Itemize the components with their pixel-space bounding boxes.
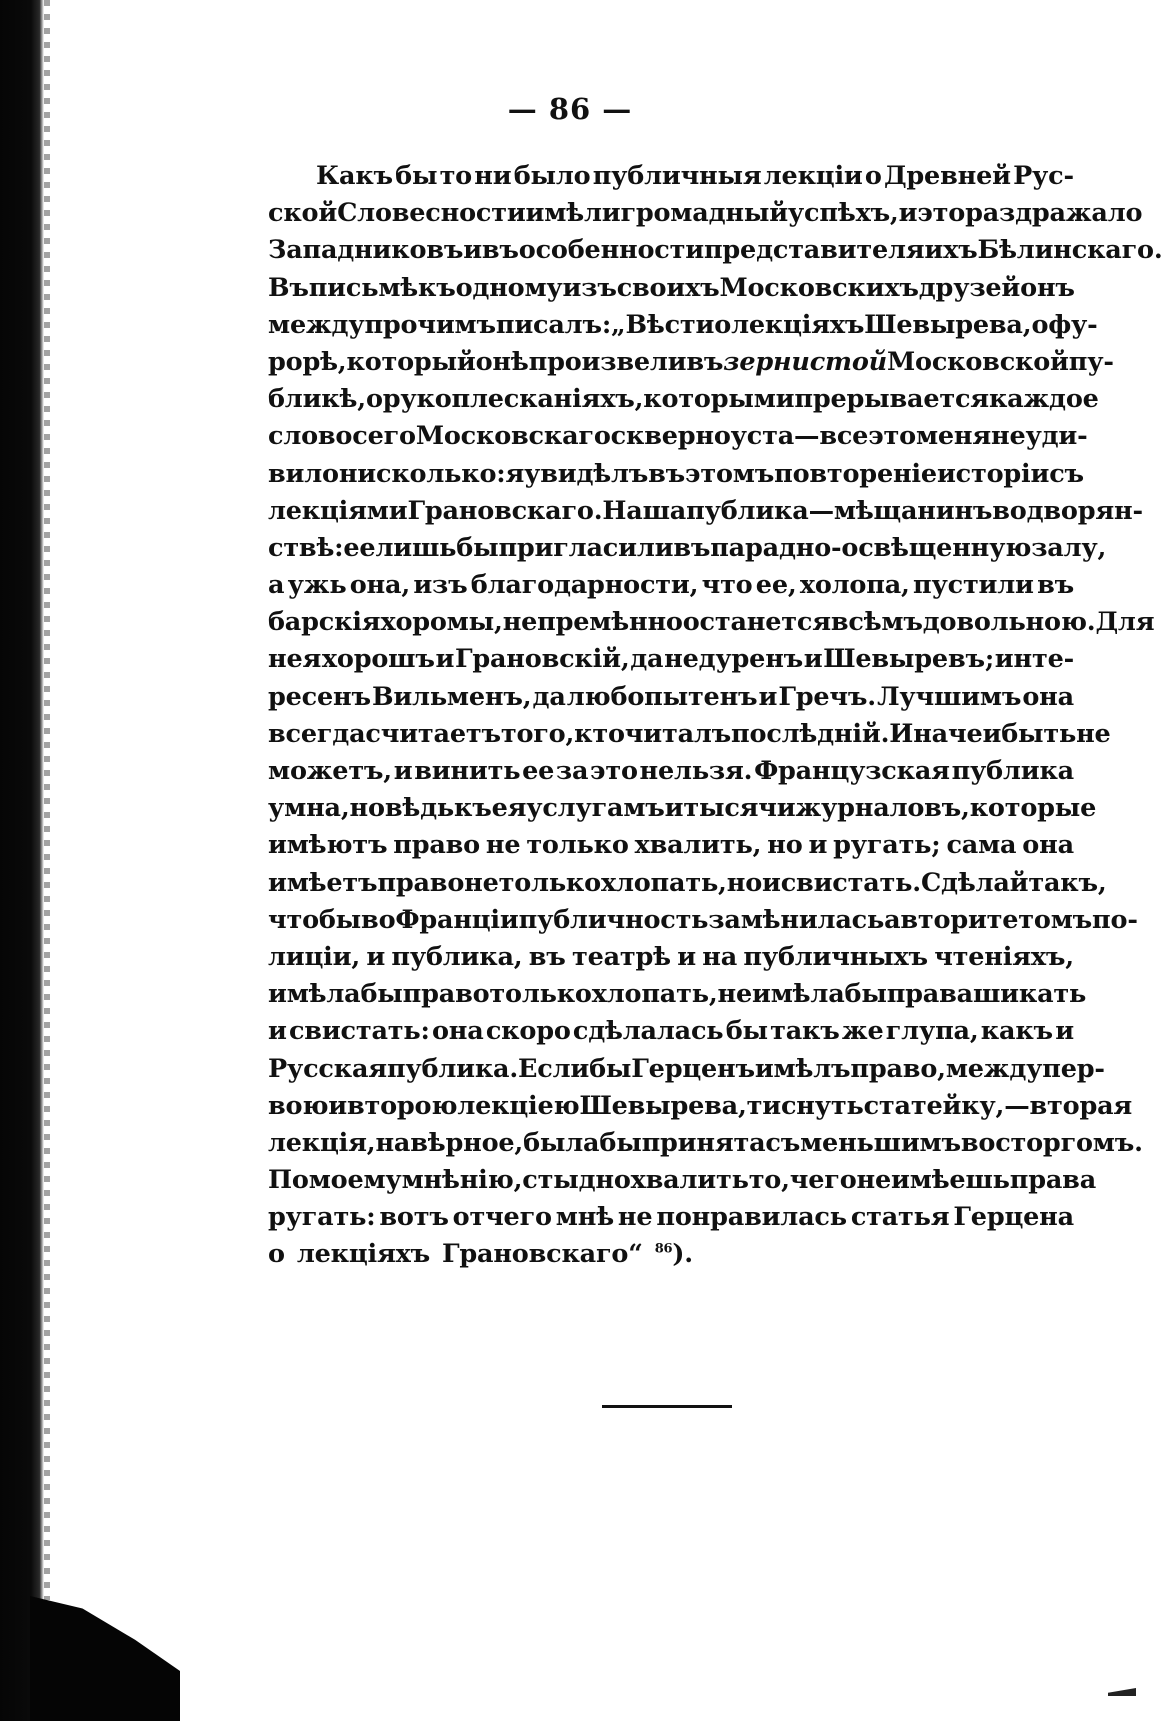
- word: пу-: [1068, 346, 1114, 377]
- text-line: [268, 567, 1074, 604]
- word: и: [328, 1090, 347, 1121]
- word: и: [268, 1016, 287, 1047]
- word: вою: [268, 1090, 329, 1121]
- word: между: [945, 1053, 1043, 1084]
- word: о: [1031, 309, 1049, 340]
- word: только: [489, 979, 592, 1010]
- text-line: [268, 270, 1074, 307]
- word: чего: [789, 1165, 857, 1196]
- word: ужь: [287, 570, 347, 601]
- text-line: [268, 493, 1143, 530]
- word: хлопать,: [591, 979, 718, 1010]
- word: ствѣ:: [268, 532, 344, 563]
- word: о: [864, 161, 882, 191]
- word: въ: [648, 458, 686, 489]
- word: пригласили: [498, 532, 674, 563]
- word: которые: [969, 793, 1097, 824]
- word: мнѣ: [555, 1202, 614, 1233]
- word: который: [346, 346, 476, 377]
- word: и: [758, 681, 778, 712]
- word: и: [982, 718, 1002, 749]
- word: но: [726, 867, 763, 898]
- word: холопа,: [799, 570, 910, 601]
- word: писалъ:: [495, 309, 612, 340]
- word: Русская: [268, 1053, 387, 1084]
- word: была: [523, 1127, 600, 1158]
- word: бы: [844, 979, 887, 1010]
- word: непремѣнно: [502, 607, 683, 638]
- word: нельзя.: [639, 756, 753, 786]
- word: не: [717, 979, 753, 1010]
- word: Западниковъ: [268, 235, 464, 266]
- word: о: [714, 309, 732, 340]
- word: вѣдь: [384, 793, 454, 824]
- text-line: [268, 604, 1155, 641]
- word: успѣхъ,: [787, 198, 899, 229]
- word: чтеніяхъ,: [934, 941, 1074, 972]
- word: это: [917, 198, 966, 229]
- word: имѣла: [752, 979, 845, 1010]
- word: и: [762, 867, 781, 898]
- word: можетъ,: [268, 756, 392, 786]
- word: лекціяхъ: [296, 1239, 430, 1270]
- word: право: [377, 867, 465, 898]
- word: хорошъ: [321, 644, 435, 675]
- word: отчего: [452, 1202, 552, 1233]
- word: любопытенъ: [566, 681, 758, 712]
- word: ругать;: [833, 830, 941, 861]
- word: второю: [347, 1090, 458, 1121]
- word: Вильменъ,: [371, 681, 532, 712]
- text-line: [268, 195, 1143, 232]
- binding-shadow: [0, 0, 44, 1721]
- word: этомъ: [685, 458, 775, 489]
- footnote-reference: [655, 1236, 693, 1273]
- body-text: [268, 158, 1163, 1274]
- word: лекціи: [763, 161, 863, 191]
- word: читалъ: [624, 718, 732, 749]
- word: недуренъ: [664, 644, 804, 675]
- word: повтореніе: [774, 458, 937, 489]
- word: онъ: [1020, 272, 1075, 303]
- word: а: [268, 570, 285, 601]
- word: винить: [414, 756, 521, 786]
- word: Герцена: [953, 1202, 1074, 1233]
- text-line: [268, 865, 1107, 902]
- word: Рус-: [1013, 161, 1074, 191]
- word: нисколько:: [338, 458, 506, 489]
- text-line: [268, 1236, 1074, 1273]
- word: Московскаго: [415, 421, 611, 452]
- word: публика: [951, 756, 1074, 786]
- word: уди-: [1025, 421, 1088, 452]
- word: письмѣ: [308, 272, 419, 303]
- word: по-: [1092, 904, 1138, 935]
- word: По: [268, 1165, 309, 1196]
- word: пер-: [1042, 1053, 1105, 1084]
- word: рорѣ,: [268, 346, 347, 377]
- word: это: [868, 421, 916, 452]
- word: права: [886, 979, 973, 1010]
- closing-parenthesis: ).: [672, 1239, 693, 1270]
- word: Бѣлинскаго.: [977, 235, 1163, 266]
- word: чтобы: [268, 904, 362, 935]
- word: сего: [352, 421, 416, 452]
- text-line: [268, 716, 1111, 753]
- word: за: [555, 756, 589, 786]
- word: изъ: [413, 570, 468, 601]
- word: восторгомъ.: [960, 1127, 1143, 1158]
- word: статья: [850, 1202, 950, 1233]
- word: лекціяхъ: [731, 309, 865, 340]
- word: моему: [308, 1165, 402, 1196]
- word: въ: [686, 346, 724, 377]
- text-line: [268, 381, 1099, 418]
- word: Московской: [886, 346, 1069, 377]
- word: право: [402, 979, 490, 1010]
- word: и: [1055, 1016, 1074, 1047]
- word: и: [393, 756, 413, 786]
- word: то,: [748, 1165, 790, 1196]
- word: всѣмъ: [830, 607, 923, 638]
- word: съ: [1049, 458, 1084, 489]
- word: бы: [456, 532, 499, 563]
- word: Шевырева,: [579, 1090, 747, 1121]
- word: публичныхъ: [743, 941, 928, 972]
- word: ея: [491, 793, 527, 824]
- word: къ: [418, 272, 456, 303]
- word: и: [677, 941, 696, 972]
- word: ругать:: [268, 1202, 376, 1233]
- word: Наша: [602, 495, 687, 526]
- word: Иначе: [889, 718, 983, 749]
- word: своихъ: [616, 272, 720, 303]
- word: нея: [268, 644, 322, 675]
- word: не: [1076, 718, 1111, 749]
- word: на: [702, 941, 738, 972]
- word: довольною.: [922, 607, 1096, 638]
- text-line: [268, 976, 1087, 1013]
- word: во: [361, 904, 396, 935]
- word: ее,: [755, 570, 797, 601]
- word: громадный: [620, 198, 788, 229]
- word: статейку,—вторая: [863, 1090, 1133, 1121]
- word: Для: [1095, 607, 1155, 638]
- word: бы: [725, 1016, 768, 1047]
- word: друзей: [918, 272, 1021, 303]
- end-rule: [602, 1405, 732, 1408]
- word: къ: [453, 793, 492, 824]
- word: публичность: [518, 904, 709, 935]
- word: публика,: [391, 941, 523, 972]
- word: сама: [946, 830, 1017, 861]
- word: меня: [915, 421, 992, 452]
- word: хоромы,: [380, 607, 503, 638]
- word: Шевыревъ;: [823, 644, 995, 675]
- word: въ: [481, 235, 519, 266]
- word: ихъ: [924, 235, 978, 266]
- word: благодарности,: [470, 570, 699, 601]
- word: мнѣнію,: [401, 1165, 523, 1196]
- word: бликѣ,: [268, 384, 366, 415]
- word: рукоплесканіяхъ,: [382, 384, 644, 415]
- text-line: [268, 1088, 1133, 1125]
- word: авторитетомъ: [884, 904, 1093, 935]
- word: лишь: [375, 532, 457, 563]
- word: имѣла: [268, 979, 361, 1010]
- text-line: [268, 1013, 1074, 1050]
- word: да: [532, 681, 566, 712]
- word: Грановскаго.: [407, 495, 603, 526]
- word: не: [856, 1165, 892, 1196]
- word: раздражало: [965, 198, 1143, 229]
- word: лекціею: [457, 1090, 580, 1121]
- word: прочимъ: [364, 309, 496, 340]
- word: которыми: [643, 384, 795, 415]
- word: и: [366, 941, 386, 972]
- word: но: [767, 830, 803, 861]
- word: Шевырева,: [864, 309, 1032, 340]
- word: публичныя: [592, 161, 762, 191]
- text-line: [268, 1051, 1105, 1088]
- word: въ: [673, 532, 711, 563]
- word: она: [1022, 830, 1074, 861]
- word: не: [485, 830, 521, 861]
- word: Древней: [883, 161, 1011, 191]
- word: въ: [528, 941, 566, 972]
- word: зернистой: [723, 346, 887, 377]
- word: тиснуть: [746, 1090, 864, 1121]
- text-line: [268, 641, 1074, 678]
- word: публика.: [386, 1053, 519, 1084]
- text-line: [268, 344, 1114, 381]
- word: дворян-: [1026, 495, 1143, 526]
- word: глупа,: [885, 1016, 979, 1047]
- word: стыдно: [522, 1165, 631, 1196]
- word: какъ: [980, 1016, 1053, 1047]
- word: Герценъ: [631, 1053, 755, 1084]
- word: инте-: [994, 644, 1074, 675]
- word: лекція,: [268, 1127, 376, 1158]
- text-line: [268, 456, 1084, 493]
- word: увидѣлъ: [524, 458, 649, 489]
- text-line: [268, 1162, 1097, 1199]
- text-line: [268, 939, 1074, 976]
- word: шикать: [972, 979, 1087, 1010]
- word: кто: [574, 718, 625, 749]
- word: Французская: [754, 756, 950, 786]
- word: скоро: [485, 1016, 571, 1047]
- word: только: [526, 830, 629, 861]
- word: тысячи: [683, 793, 796, 824]
- word: ее: [522, 756, 555, 786]
- word: свистать.: [780, 867, 921, 898]
- word: „Вѣсти: [611, 309, 715, 340]
- word: произвели: [528, 346, 687, 377]
- word: она,: [349, 570, 411, 601]
- text-line: [268, 418, 1088, 455]
- word: право: [393, 830, 480, 861]
- word: то: [439, 161, 472, 191]
- footnote-number: 86: [654, 1241, 673, 1257]
- text-line: [268, 753, 1074, 790]
- word: вотъ: [379, 1202, 449, 1233]
- word: умна,: [268, 793, 350, 824]
- page-number: — 86 —: [507, 92, 633, 126]
- word: же: [841, 1016, 884, 1047]
- word: навѣрное,: [375, 1127, 524, 1158]
- word: она: [1022, 681, 1074, 712]
- word: и: [435, 644, 455, 675]
- scan-mark: [1108, 1688, 1136, 1696]
- word: Франціи: [395, 904, 519, 935]
- word: Гречъ.: [778, 681, 876, 712]
- binding-foot: [30, 1596, 180, 1721]
- word: но: [349, 793, 385, 824]
- word: залу,: [1031, 532, 1107, 563]
- word: да: [630, 644, 664, 675]
- word: имѣешь: [891, 1165, 1010, 1196]
- word: о: [268, 1239, 285, 1270]
- text-line: [268, 530, 1107, 567]
- word: публика—мѣщанинъ: [686, 495, 993, 526]
- word: съ: [765, 1127, 801, 1158]
- text-line: [268, 307, 1098, 344]
- word: вило: [268, 458, 339, 489]
- word: что: [701, 570, 753, 601]
- word: ни: [474, 161, 512, 191]
- word: услугамъ: [526, 793, 665, 824]
- word: фу-: [1048, 309, 1098, 340]
- word: и: [664, 793, 684, 824]
- word: каждое: [988, 384, 1099, 415]
- text-line: [268, 1199, 1074, 1236]
- word: ее: [343, 532, 376, 563]
- word: только: [498, 867, 601, 898]
- word: такъ: [770, 1016, 840, 1047]
- word: пустили: [913, 570, 1034, 601]
- word: журналовъ,: [795, 793, 970, 824]
- word: хвалить,: [634, 830, 762, 861]
- word: права: [1009, 1165, 1097, 1196]
- word: онѣ: [475, 346, 529, 377]
- word: Грановскій,: [454, 644, 630, 675]
- word: считаетъ: [365, 718, 501, 749]
- word: театрѣ: [571, 941, 671, 972]
- word: имѣли: [525, 198, 621, 229]
- word: во: [992, 495, 1027, 526]
- text-line: [268, 158, 1074, 195]
- word: быть: [1001, 718, 1077, 749]
- word: всегда: [268, 718, 366, 749]
- word: и: [803, 644, 823, 675]
- word: бы: [360, 979, 403, 1010]
- text-line: [268, 902, 1138, 939]
- word: сдѣлалась: [572, 1016, 724, 1047]
- word: о: [365, 384, 383, 415]
- word: скверноуста—все: [610, 421, 869, 452]
- word: не: [991, 421, 1026, 452]
- word: между: [268, 309, 365, 340]
- word: Еслибы: [518, 1053, 632, 1084]
- word: Какъ: [316, 161, 393, 191]
- word: бы: [395, 161, 438, 191]
- word: хвалить: [630, 1165, 749, 1196]
- word: одному: [455, 272, 563, 303]
- word: того,: [500, 718, 575, 749]
- word: лиціи,: [268, 941, 361, 972]
- word: останется: [682, 607, 831, 638]
- word: лекціями: [268, 495, 408, 526]
- word: послѣдній.: [731, 718, 890, 749]
- word: не: [617, 1202, 653, 1233]
- text-line: [268, 679, 1074, 716]
- word: и: [463, 235, 482, 266]
- word: замѣнилась: [708, 904, 885, 935]
- word: имѣетъ: [268, 867, 378, 898]
- word: я: [505, 458, 525, 489]
- word: Сдѣлай: [920, 867, 1029, 898]
- word: хлопать,: [600, 867, 727, 898]
- binding-edge: [44, 0, 50, 1600]
- word: понравилась: [656, 1202, 847, 1233]
- word: это: [590, 756, 638, 786]
- word: и: [808, 830, 828, 861]
- word: такъ,: [1028, 867, 1107, 898]
- word: свистать:: [288, 1016, 430, 1047]
- text-line: [268, 790, 1097, 827]
- word: Грановскаго“: [441, 1239, 643, 1270]
- word: меньшимъ: [800, 1127, 961, 1158]
- word: Лучшимъ: [877, 681, 1022, 712]
- word: ской: [268, 198, 338, 229]
- word: представителя: [703, 235, 925, 266]
- word: исторіи: [936, 458, 1050, 489]
- word: она: [431, 1016, 484, 1047]
- word: имѣлъ: [754, 1053, 851, 1084]
- text-line: [268, 827, 1074, 864]
- word: Московскихъ: [719, 272, 919, 303]
- word: Въ: [268, 272, 309, 303]
- word: изъ: [562, 272, 617, 303]
- text-line: [268, 1125, 1143, 1162]
- word: имѣютъ: [268, 830, 388, 861]
- word: было: [513, 161, 591, 191]
- word: парадно-освѣщенную: [710, 532, 1032, 563]
- word: и: [898, 198, 918, 229]
- word: слово: [268, 421, 353, 452]
- word: прерывается: [794, 384, 989, 415]
- word: не: [464, 867, 499, 898]
- word: въ: [1037, 570, 1074, 601]
- word: особенности: [518, 235, 704, 266]
- word: Словесности: [337, 198, 526, 229]
- word: право,: [850, 1053, 946, 1084]
- text-line: [268, 232, 1163, 269]
- word: принята: [641, 1127, 766, 1158]
- word: ресенъ: [268, 681, 371, 712]
- word: бы: [599, 1127, 642, 1158]
- word: барскія: [268, 607, 381, 638]
